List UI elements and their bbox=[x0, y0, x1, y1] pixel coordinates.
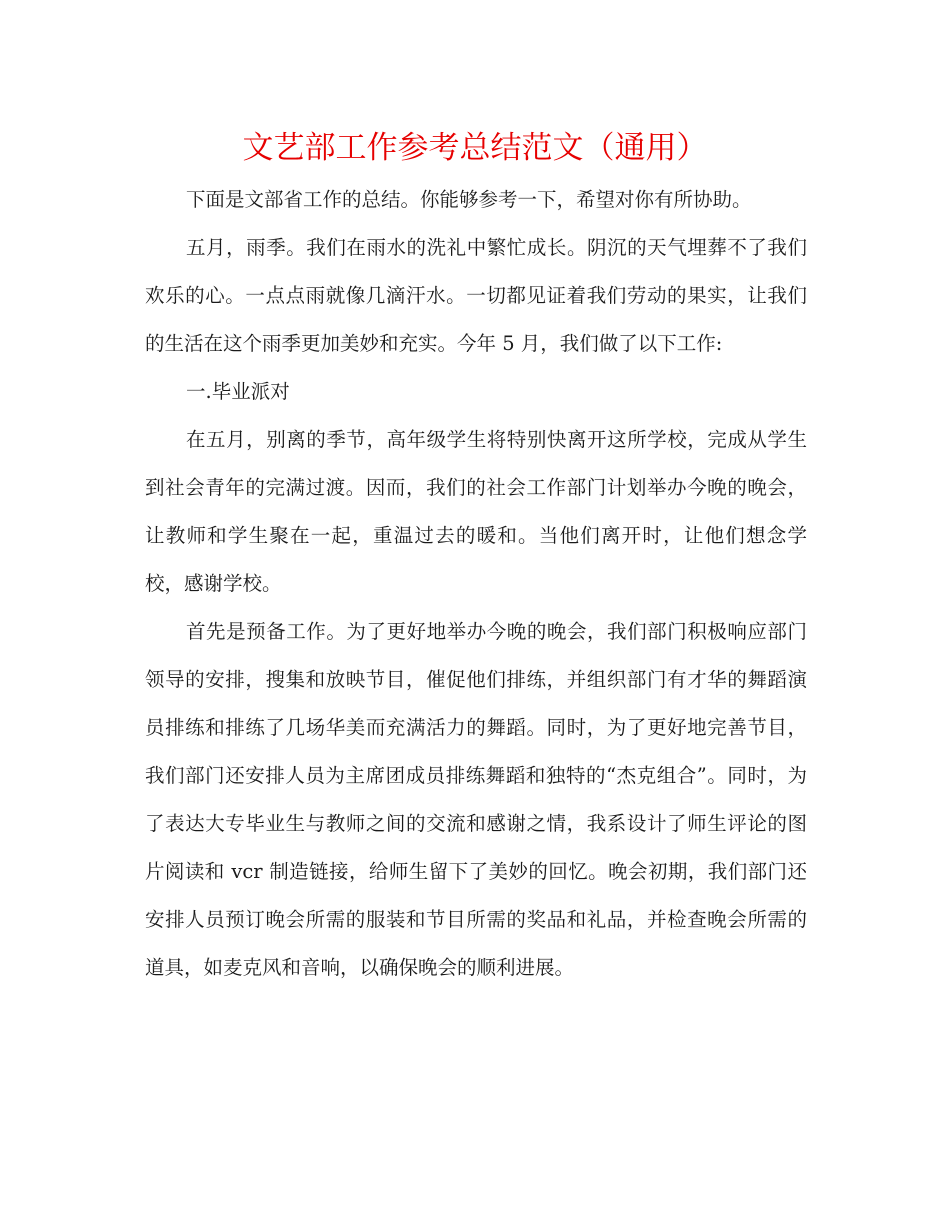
paragraph-preparation: 首先是预备工作。为了更好地举办今晚的晚会，我们部门积极响应部门领导的安排，搜集和放映节目，催促他们排练，并组织部门有才华的舞蹈演员排练和排练了几场华美而充满活力的舞蹈。同时，为了更好地完善节目，我们部门还安排人员为主席团成员排练舞蹈和独特的“杰克组合”。同时，为了表达大专毕业生与教师之间的交流和感谢之情，我系设计了师生评论的图片阅读和 vcr 制造链接，给师生留下了美妙的回忆。晚会初期，我们部门还安排人员预订晚会所需的服装和节目所需的奖品和礼品，并检查晚会所需的道具，如麦克风和音响，以确保晚会的顺利进展。 bbox=[145, 620, 807, 979]
section-heading-graduation-party: 一.毕业派对 bbox=[186, 380, 290, 403]
paragraph-farewell: 在五月，别离的季节，高年级学生将特别快离开这所学校，完成从学生到社会青年的完满过渡。因而，我们的社会工作部门计划举办今晚的晚会，让教师和学生聚在一起，重温过去的暖和。当他们离开时，让他们想念学校，感谢学校。 bbox=[145, 428, 807, 595]
document-title: 文艺部工作参考总结范文（通用） bbox=[242, 130, 708, 166]
paragraph-intro: 下面是文部省工作的总结。你能够参考一下，希望对你有所协助。 bbox=[186, 188, 752, 211]
document-body bbox=[145, 176, 807, 992]
paragraph-may: 五月，雨季。我们在雨水的洗礼中繁忙成长。阴沉的天气埋葬不了我们欢乐的心。一点点雨就像几滴汗水。一切都见证着我们劳动的果实，让我们的生活在这个雨季更加美妙和充实。今年 5 月，我们做了以下工作: bbox=[145, 236, 807, 355]
